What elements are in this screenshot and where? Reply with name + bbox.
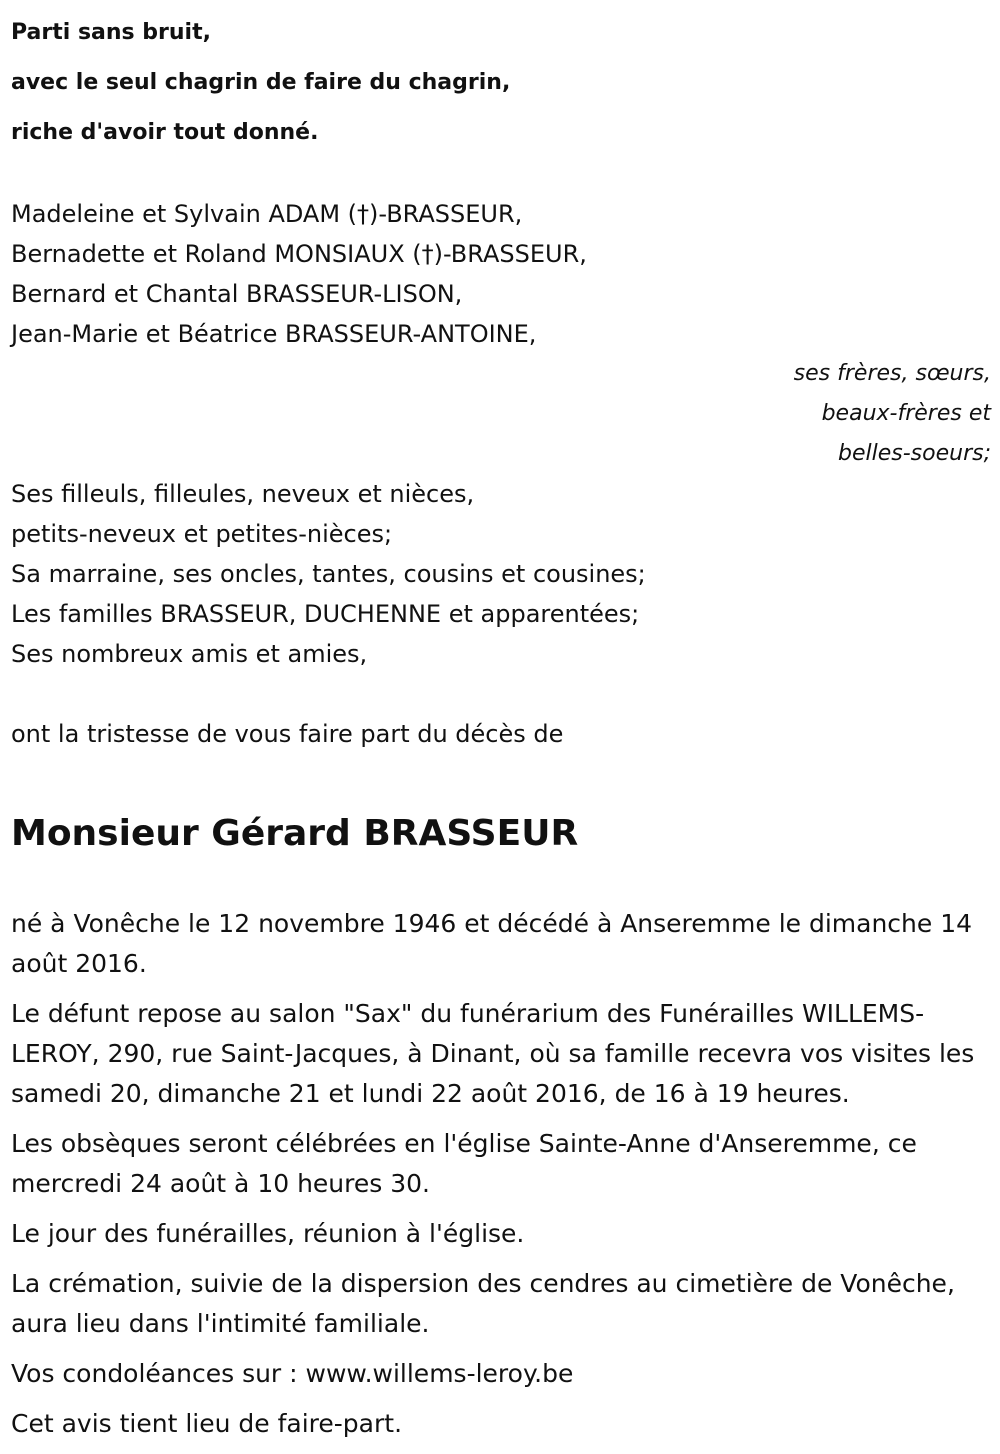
family-member-line: Madeleine et Sylvain ADAM (†)-BRASSEUR, (11, 200, 523, 228)
relation-line: belles-soeurs; (838, 441, 991, 466)
meeting-details: Le jour des funérailles, réunion à l'église. (11, 1219, 525, 1248)
epigraph-line: avec le seul chagrin de faire du chagrin, (11, 70, 511, 95)
ceremony-details: Les obsèques seront célébrées en l'église Sainte-Anne d'Anseremme, ce mercredi 24 août à 10 heures 30. (11, 1129, 917, 1198)
deceased-name: Monsieur Gérard BRASSEUR (11, 813, 579, 854)
family-members (11, 194, 991, 354)
relatives (11, 474, 991, 674)
family-member-line: Bernadette et Roland MONSIAUX (†)-BRASSEUR, (11, 240, 587, 268)
relatives-line: Les familles BRASSEUR, DUCHENNE et apparentées; (11, 600, 640, 628)
announcement (11, 714, 991, 754)
closing-note: Cet avis tient lieu de faire-part. (11, 1409, 403, 1438)
family-member-line: Jean-Marie et Béatrice BRASSEUR-ANTOINE, (11, 320, 537, 348)
epigraph-line: Parti sans bruit, (11, 20, 211, 45)
family-relation (11, 354, 991, 474)
obituary-notice (11, 0, 991, 1454)
condolences-details: Vos condoléances sur : www.willems-leroy.be (11, 1359, 574, 1388)
epigraph (11, 0, 991, 158)
cremation-details: La crémation, suivie de la dispersion des cendres au cimetière de Vonêche, aura lieu dans l'intimité familiale. (11, 1269, 955, 1338)
announcement-text: ont la tristesse de vous faire part du décès de (11, 720, 564, 748)
relatives-line: Sa marraine, ses oncles, tantes, cousins et cousines; (11, 560, 646, 588)
birth-death-details: né à Vonêche le 12 novembre 1946 et décédé à Anseremme le dimanche 14 août 2016. (11, 909, 973, 978)
relatives-line: petits-neveux et petites-nièces; (11, 520, 393, 548)
epigraph-line: riche d'avoir tout donné. (11, 120, 319, 145)
relation-line: ses frères, sœurs, (793, 361, 991, 386)
relatives-line: Ses nombreux amis et amies, (11, 640, 368, 668)
relatives-line: Ses filleuls, filleules, neveux et nièces, (11, 480, 475, 508)
family-member-line: Bernard et Chantal BRASSEUR-LISON, (11, 280, 463, 308)
funeral-details (11, 904, 991, 1444)
relation-line: beaux-frères et (821, 401, 991, 426)
viewing-details: Le défunt repose au salon "Sax" du funérarium des Funérailles WILLEMS-LEROY, 290, rue Saint-Jacques, à Dinant, où sa famille recevra vos visites les samedi 20, dimanche 21 et lundi 22 août 2016, de 16 à 19 heures. (11, 999, 975, 1108)
